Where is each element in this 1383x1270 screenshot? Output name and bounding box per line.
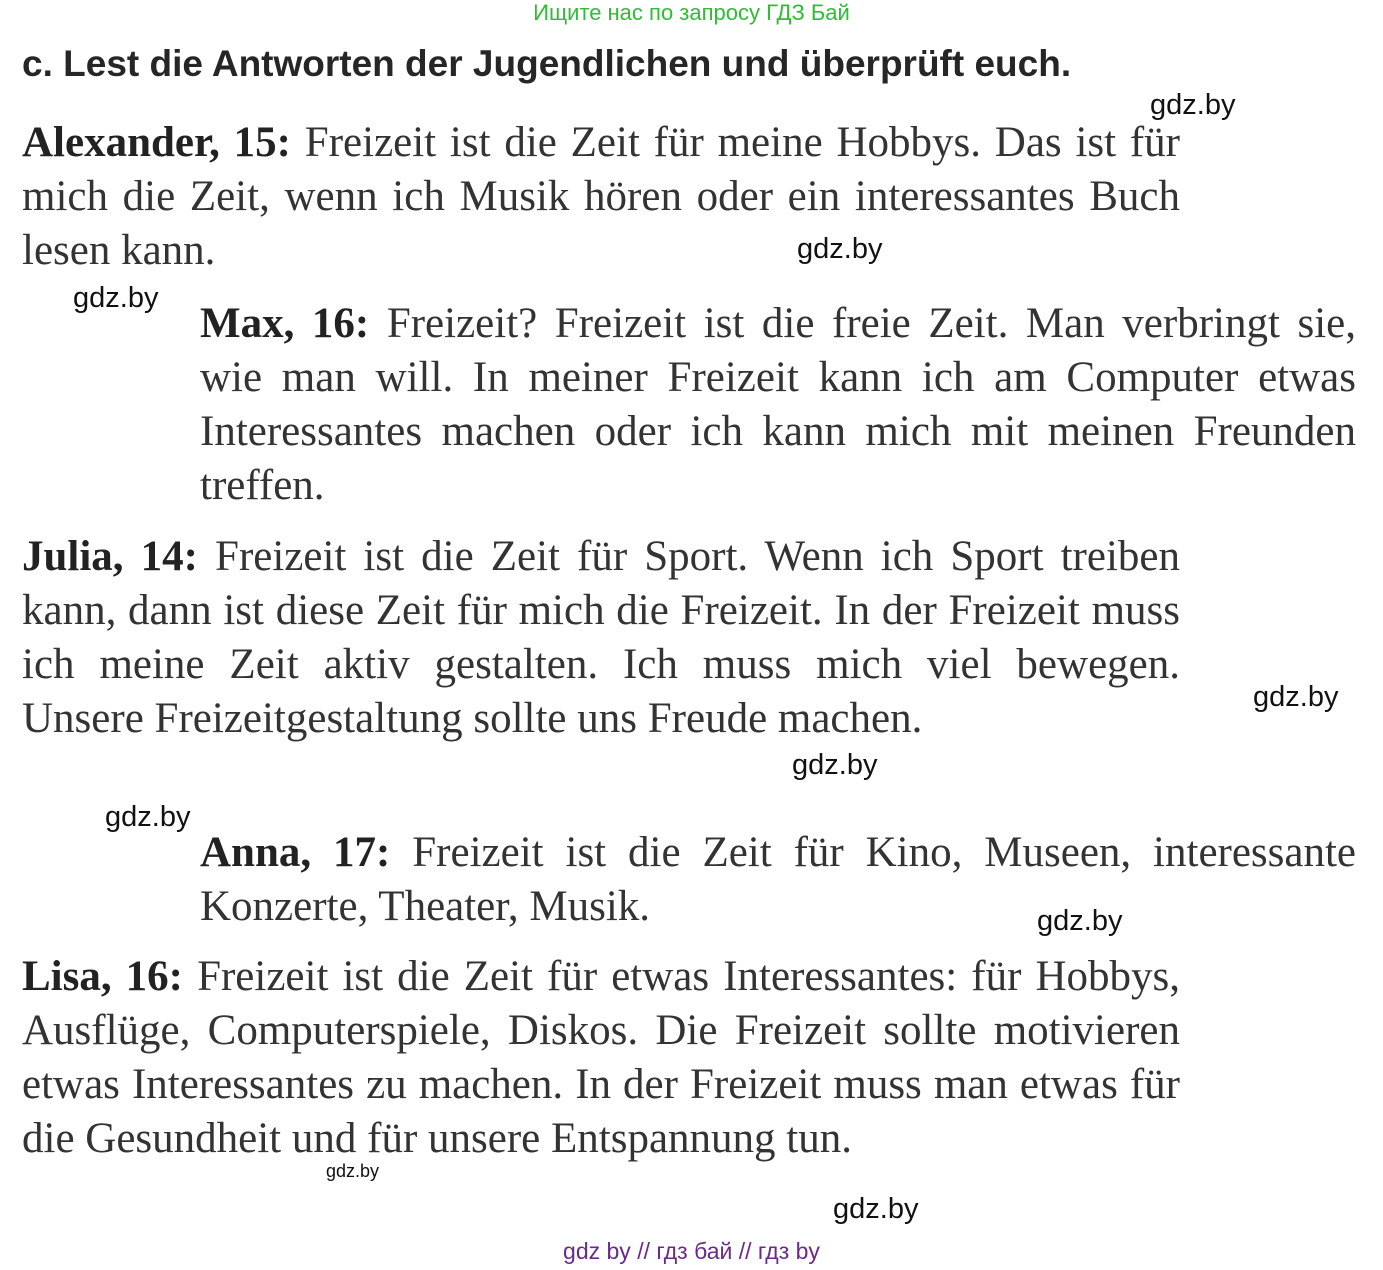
answer-text: Freizeit ist die Zeit für etwas Interessantes: für Hobbys, Ausflüge, Computerspiele, Diskos. Die Freizeit sollte motivieren etwas Interessantes zu machen. In der Freizeit muss man etwas für die Gesundheit und für unsere Entspannung tun. <box>22 953 1181 1162</box>
watermark: gdz.by <box>1150 89 1236 121</box>
answer-anna <box>200 826 1357 937</box>
answer-lisa <box>22 950 1180 1166</box>
speaker-name: Max, 16: <box>200 300 370 347</box>
speaker-name: Lisa, 16: <box>22 953 183 1000</box>
answer-text: Freizeit ist die Zeit für meine Hobbys. Das ist für mich die Zeit, wenn ich Musik hören oder ein interessantes Buch lesen kann. <box>22 119 1180 274</box>
answer-text: Freizeit? Freizeit ist die freie Zeit. Man verbringt sie, wie man will. In meiner Freizeit kann ich am Computer etwas Interessantes machen oder ich kann mich mit meinen Freunden treffen. <box>200 300 1356 509</box>
speaker-name: Anna, 17: <box>200 829 391 876</box>
exercise-heading: c. Lest die Antworten der Jugendlichen und überprüft euch. <box>22 43 1072 84</box>
watermark: gdz.by <box>792 749 878 781</box>
answer-text: Freizeit ist die Zeit für Sport. Wenn ich Sport treiben kann, dann ist diese Zeit für mich die Freizeit. In der Freizeit muss ich meine Zeit aktiv gestalten. Ich muss mich viel bewegen. Unsere Freizeitgestaltung sollte uns Freude machen. <box>22 533 1180 742</box>
watermark: gdz.by <box>105 801 191 833</box>
watermark: gdz.by <box>1037 905 1123 937</box>
speaker-name: Alexander, 15: <box>22 119 291 166</box>
answer-julia <box>22 530 1180 746</box>
answer-alexander <box>22 116 1180 278</box>
answer-text: Freizeit ist die Zeit für Kino, Museen, interessante Konzerte, Theater, Musik. <box>200 829 1357 930</box>
answer-max <box>200 297 1356 513</box>
watermark: gdz.by <box>73 282 159 314</box>
watermark: gdz.by <box>797 233 883 265</box>
watermark: gdz.by <box>1253 681 1339 713</box>
site-footer: gdz by // гдз бай // гдз by <box>563 1238 820 1264</box>
watermark: gdz.by <box>326 1161 380 1181</box>
site-banner: Ищите нас по запросу ГДЗ Бай <box>533 0 850 25</box>
watermark: gdz.by <box>833 1193 919 1225</box>
speaker-name: Julia, 14: <box>22 533 198 580</box>
